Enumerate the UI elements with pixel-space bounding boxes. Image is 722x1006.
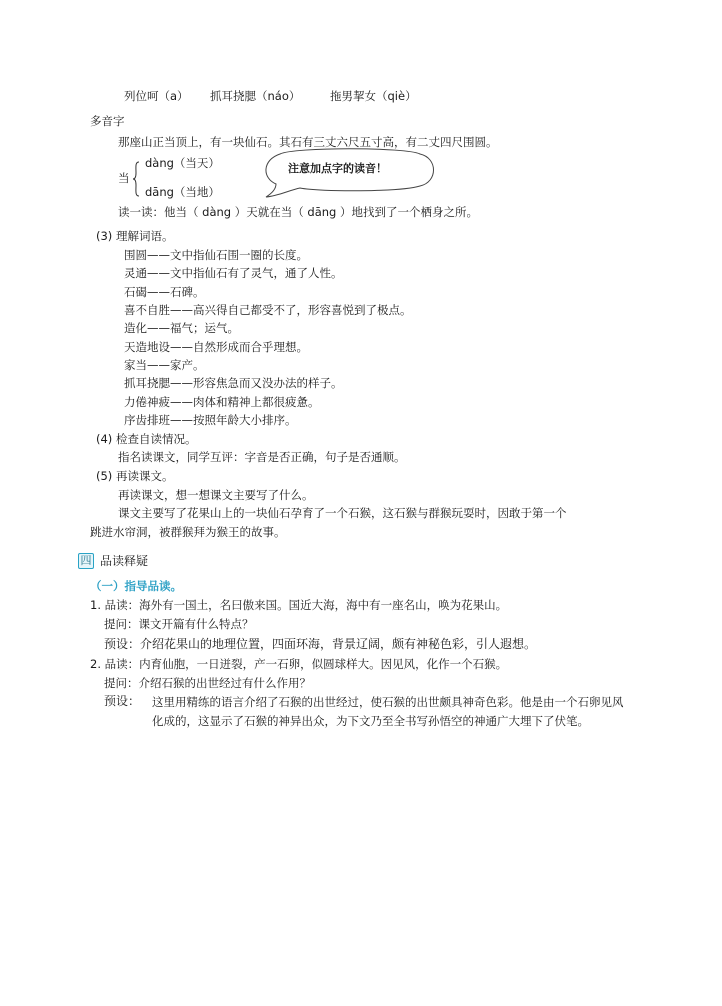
vocab-item: 造化——福气；运气。 — [124, 321, 239, 335]
q1-answer: 预设：介绍花果山的地理位置，四面环海，背景辽阔，颇有神秘色彩，引人遐想。 — [104, 637, 537, 651]
vocab-item: 喜不自胜——高兴得自己都受不了，形容喜悦到了极点。 — [124, 303, 412, 317]
vocab-item: 围圆——文中指仙石围一圈的长度。 — [124, 248, 308, 262]
vocab-item: 力倦神疲——肉体和精神上都很疲惫。 — [124, 395, 320, 409]
brace-icon — [132, 161, 140, 197]
step4-title: (4) 检查自读情况。 — [96, 432, 197, 446]
vocab-item: 石碣——石碑。 — [124, 285, 205, 299]
vocab-item: 灵通——文中指仙石有了灵气，通了人性。 — [124, 266, 343, 280]
section-title: 品读释疑 — [100, 554, 149, 568]
q1-read: 1. 品读：海外有一国土，名曰傲来国。国近大海，海中有一座名山，唤为花果山。 — [90, 598, 508, 612]
sub-heading: （一）指导品读。 — [90, 579, 182, 593]
step5-summary-line-1: 课文主要写了花果山上的一块仙石孕育了一个石猴，这石猴与群猴玩耍时，因敢于第一个 — [118, 506, 567, 520]
polyphone-reading-1: dàng（当天） — [145, 156, 220, 170]
vocab-item: 抓耳挠腮——形容焦急而又没办法的样子。 — [124, 376, 343, 390]
pinyin-word-2: 抓耳挠腮（náo） — [210, 89, 301, 103]
q1-ask: 提问：课文开篇有什么特点？ — [104, 617, 254, 631]
section-number-badge: 四 — [78, 553, 94, 569]
q2-read: 2. 品读：内育仙胞，一日迸裂，产一石卵，似圆球样大。因见风，化作一个石猴。 — [90, 657, 508, 671]
vocab-item: 序齿排班——按照年龄大小排序。 — [124, 413, 297, 427]
vocab-item: 家当——家产。 — [124, 358, 205, 372]
step5-title: (5) 再读课文。 — [96, 469, 174, 483]
polyphone-reading-2: dāng（当地） — [145, 185, 220, 199]
q2-answer: 这里用精练的语言介绍了石猴的出世经过，使石猴的出世颇具神奇色彩。他是由一个石卵见风化成的，这显示了石猴的神异出众，为下文乃至全书写孙悟空的神通广大埋下了伏笔。 — [152, 695, 624, 728]
step3-title: (3) 理解词语。 — [96, 229, 174, 243]
speech-bubble-text: 注意加点字的读音！ — [288, 162, 387, 175]
polyphone-char: 当 — [118, 171, 130, 185]
step4-text: 指名读课文，同学互评：字音是否正确，句子是否通顺。 — [118, 450, 406, 464]
pinyin-word-3: 拖男挈女（qiè） — [330, 89, 417, 103]
step5-summary-line-2: 跳进水帘洞，被群猴拜为猴王的故事。 — [90, 525, 286, 539]
polyphone-heading: 多音字 — [90, 114, 125, 128]
read-practice-line: 读一读：他当（ dàng ）天就在当（ dāng ）地找到了一个栖身之所。 — [118, 205, 478, 219]
q2-ask: 提问：介绍石猴的出世经过有什么作用？ — [104, 676, 311, 690]
step5-text: 再读课文，想一想课文主要写了什么。 — [118, 488, 314, 502]
q2-answer-label: 预设： — [104, 694, 141, 708]
vocab-item: 天造地设——自然形成而合乎理想。 — [124, 340, 308, 354]
polyphone-sentence: 那座山正当顶上，有一块仙石。其石有三丈六尺五寸高，有二丈四尺围圆。 — [118, 135, 498, 149]
pinyin-word-1: 列位呵（a） — [124, 89, 189, 103]
